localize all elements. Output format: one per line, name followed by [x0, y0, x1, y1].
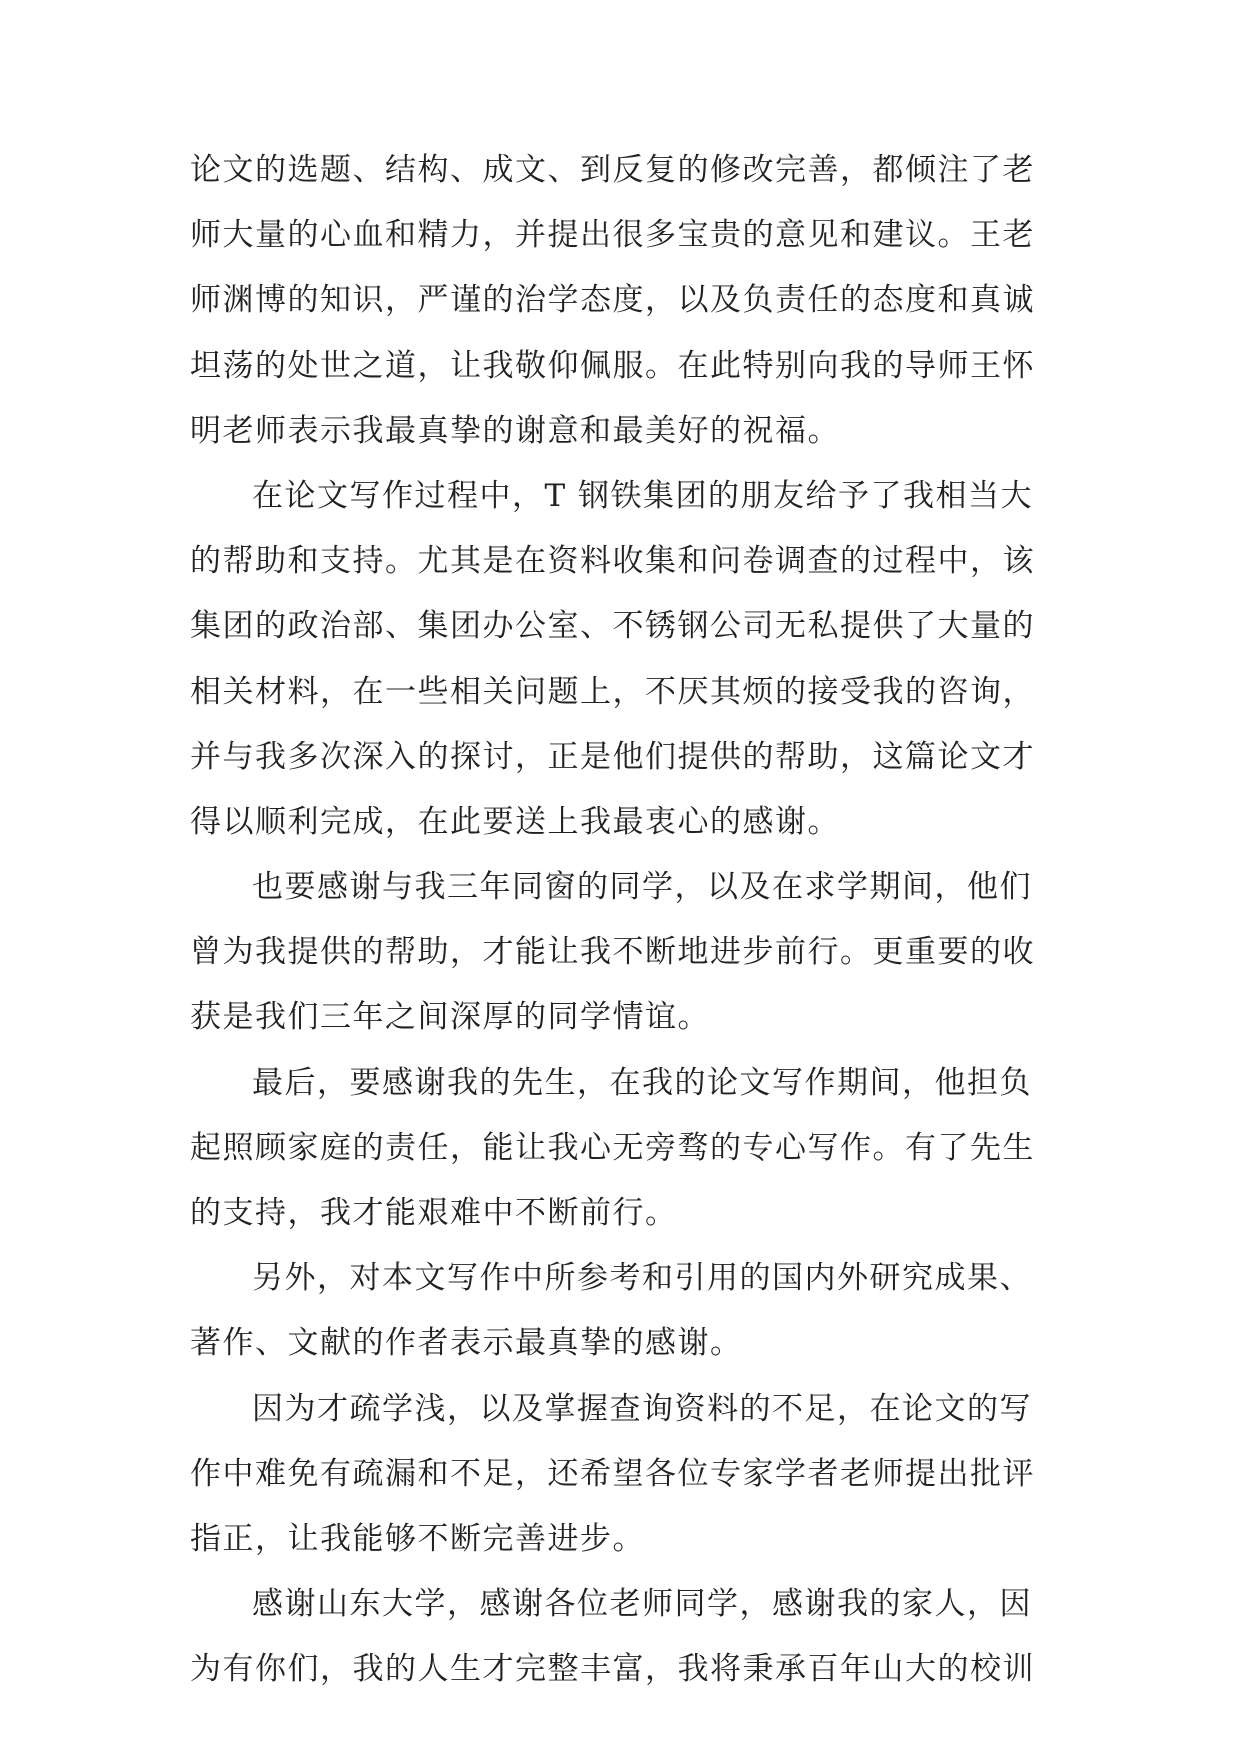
text-line: 师大量的心血和精力，并提出很多宝贵的意见和建议。王老 [190, 217, 1035, 254]
text-line: 论文的选题、结构、成文、到反复的修改完善，都倾注了老 [190, 152, 1035, 188]
text-line: 指正，让我能够不断完善进步。 [190, 1520, 645, 1557]
text-line: 并与我多次深入的探讨，正是他们提供的帮助，这篇论文才 [190, 738, 1035, 775]
text-line: 相关材料，在一些相关问题上，不厌其烦的接受我的咨询， [190, 673, 1035, 710]
text-line: 作中难免有疏漏和不足，还希望各位专家学者老师提出批评 [190, 1455, 1035, 1492]
text-line: 为有你们，我的人生才完整丰富，我将秉承百年山大的校训 [190, 1651, 1035, 1688]
text-line: 坦荡的处世之道，让我敬仰佩服。在此特别向我的导师王怀 [190, 347, 1035, 384]
text-line: 曾为我提供的帮助，才能让我不断地进步前行。更重要的收 [190, 934, 1035, 971]
paragraph-first-line: 感谢山东大学，感谢各位老师同学，感谢我的家人，因 [252, 1586, 1032, 1623]
paragraph-first-line: 因为才疏学浅，以及掌握查询资料的不足，在论文的写 [252, 1390, 1032, 1427]
text-line: 明老师表示我最真挚的谢意和最美好的祝福。 [190, 412, 840, 449]
text-line: 的支持，我才能艰难中不断前行。 [190, 1195, 678, 1231]
text-line: 的帮助和支持。尤其是在资料收集和问卷调查的过程中，该 [190, 543, 1035, 580]
text-line: 集团的政治部、集团办公室、不锈钢公司无私提供了大量的 [190, 608, 1035, 645]
text-line: 著作、文献的作者表示最真挚的感谢。 [190, 1325, 743, 1362]
acknowledgement-text [190, 138, 1070, 1703]
paragraph-first-line: 最后，要感谢我的先生，在我的论文写作期间，他担负 [252, 1064, 1032, 1101]
text-line: 起照顾家庭的责任，能让我心无旁骛的专心写作。有了先生 [190, 1129, 1035, 1166]
paragraph-first-line: 另外，对本文写作中所参考和引用的国内外研究成果、 [252, 1260, 1032, 1297]
text-line: 获是我们三年之间深厚的同学情谊。 [190, 999, 710, 1036]
text-line: 师渊博的知识，严谨的治学态度，以及负责任的态度和真诚 [190, 282, 1035, 319]
paragraph-first-line: 也要感谢与我三年同窗的同学，以及在求学期间，他们 [252, 869, 1032, 906]
paragraph-first-line: 在论文写作过程中，T 钢铁集团的朋友给予了我相当大 [252, 477, 1034, 514]
text-line: 得以顺利完成，在此要送上我最衷心的感谢。 [190, 803, 840, 840]
